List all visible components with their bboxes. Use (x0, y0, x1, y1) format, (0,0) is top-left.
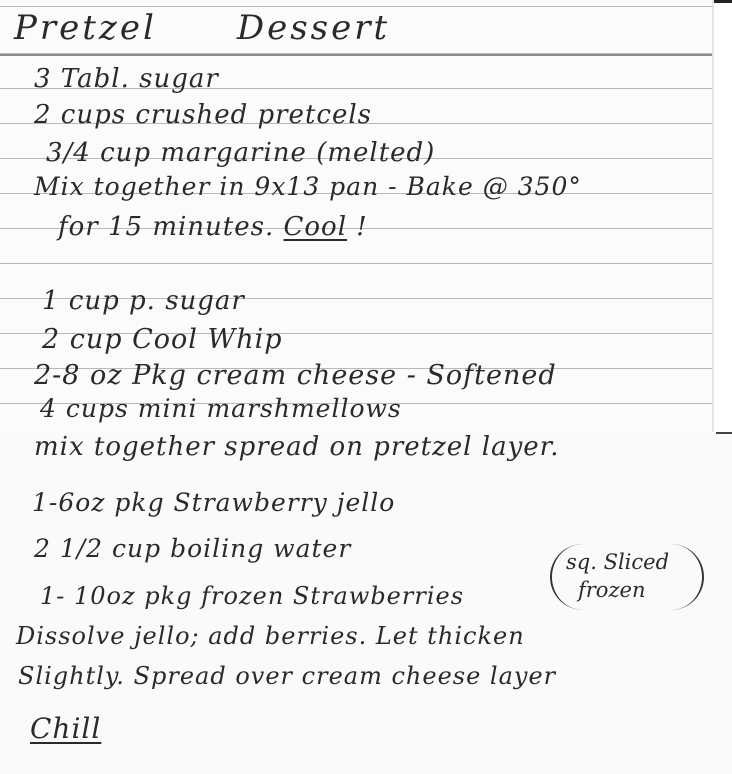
filling-line-5: mix together spread on pretzel layer. (34, 432, 560, 462)
title-word-pretzel: Pretzel (14, 8, 157, 48)
crust-line-5-suffix: ! (356, 212, 368, 242)
topping-line-3: 1- 10oz pkg frozen Strawberries (40, 582, 465, 610)
crust-line-2: 2 cups crushed pretcels (34, 100, 372, 130)
scan-edge-mark-2 (716, 432, 732, 434)
finish-line-2: Slightly. Spread over cream cheese layer (18, 662, 557, 690)
filling-line-1: 1 cup p. sugar (42, 286, 245, 316)
crust-line-5 (58, 212, 368, 242)
card-header-rule (0, 54, 712, 56)
title-word-dessert: Dessert (236, 8, 391, 48)
filling-line-2: 2 cup Cool Whip (42, 324, 283, 355)
crust-line-3: 3/4 cup margarine (melted) (46, 138, 436, 168)
recipe-title (14, 8, 390, 48)
frozen-note-bubble (550, 544, 704, 610)
note-line-2: frozen (578, 578, 646, 602)
filling-line-4: 4 cups mini marshmellows (40, 394, 402, 423)
crust-line-1: 3 Tabl. sugar (34, 64, 219, 94)
cool-emphasis: Cool (283, 212, 348, 242)
crust-line-4: Mix together in 9x13 pan - Bake @ 350° (34, 172, 582, 201)
finish-line-1: Dissolve jello; add berries. Let thicken (16, 622, 525, 650)
note-line-1: sq. Sliced (566, 550, 670, 574)
crust-line-5-text: for 15 minutes. (58, 212, 275, 242)
filling-line-3: 2-8 oz Pkg cream cheese - Softened (34, 360, 557, 391)
scan-edge-mark (714, 0, 732, 3)
final-chill: Chill (30, 712, 102, 745)
topping-line-1: 1-6oz pkg Strawberry jello (32, 488, 396, 517)
topping-line-2: 2 1/2 cup boiling water (34, 534, 352, 563)
